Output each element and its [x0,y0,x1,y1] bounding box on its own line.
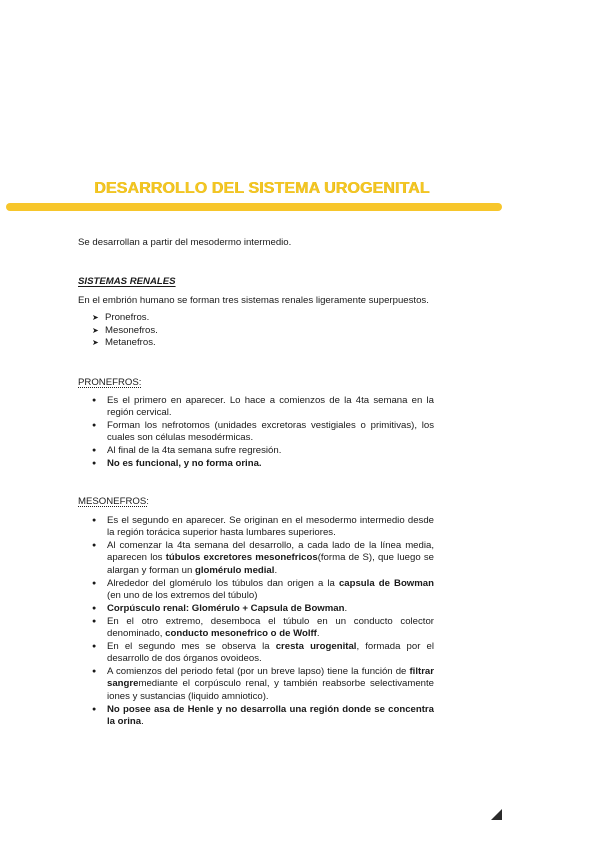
list-item: ● Alrededor del glomérulo los túbulos dan origen a la capsula de Bowman (en uno de los extremos del túbulo) [92,578,434,603]
list-item: ● Al comenzar la 4ta semana del desarrollo, a cada lado de la línea media, aparecen los túbulos excretores mesonefricos(forma de S), que luego se alargan y forman un glomérulo medial. [92,540,434,577]
sistemas-renales-heading: SISTEMAS RENALES [78,276,176,287]
mesonefros-heading: MESONEFROS: [78,496,149,507]
list-item: ● Es el primero en aparecer. Lo hace a comienzos de la 4ta semana en la región cervical. [92,395,434,420]
pronefros-list [92,395,434,471]
title-underline-bar [6,203,502,211]
list-item: ➤ Mesonefros. [92,324,158,336]
list-item: ● No es funcional, y no forma orina. [92,458,434,470]
list-item: ● En el segundo mes se observa la cresta urogenital, formada por el desarrollo de dos órganos ovoideos. [92,641,434,666]
list-item: ● Corpúsculo renal: Glomérulo + Capsula de Bowman. [92,603,434,615]
arrow-bullet-icon: ➤ [92,325,99,335]
list-item: ● Forman los nefrotomos (unidades excretoras vestigiales o primitivas), los cuales son células mesodérmicas. [92,420,434,445]
list-item: ● Al final de la 4ta semana sufre regresión. [92,445,434,457]
sistemas-renales-text: En el embrión humano se forman tres sistemas renales ligeramente superpuestos. [78,295,429,306]
pronefros-heading: PRONEFROS: [78,377,142,388]
list-item: ● No posee asa de Henle y no desarrolla una región donde se concentra la orina. [92,704,434,729]
list-item: ➤ Pronefros. [92,312,150,323]
document-title: DESARROLLO DEL SISTEMA UROGENITAL [94,180,430,197]
page-corner-icon [491,809,502,820]
list-item: ● A comienzos del periodo fetal (por un breve lapso) tiene la función de filtrar sangremediante el corpúsculo renal, y también reabsorbe selectivamente iones y sustancias (liquido amniotico). [92,666,434,703]
list-item: ➤ Metanefros. [92,337,156,348]
arrow-bullet-icon: ➤ [92,338,99,347]
intro-paragraph: Se desarrollan a partir del mesodermo intermedio. [78,237,292,248]
sistemas-renales-list [92,312,158,350]
arrow-bullet-icon: ➤ [92,313,99,322]
list-item: ● En el otro extremo, desemboca el túbulo en un conducto colector denominado, conducto mesonefrico o de Wolff. [92,616,434,641]
mesonefros-list [92,515,434,729]
list-item: ● Es el segundo en aparecer. Se originan en el mesodermo intermedio desde la región torácica superior hasta lumbares superiores. [92,515,434,540]
